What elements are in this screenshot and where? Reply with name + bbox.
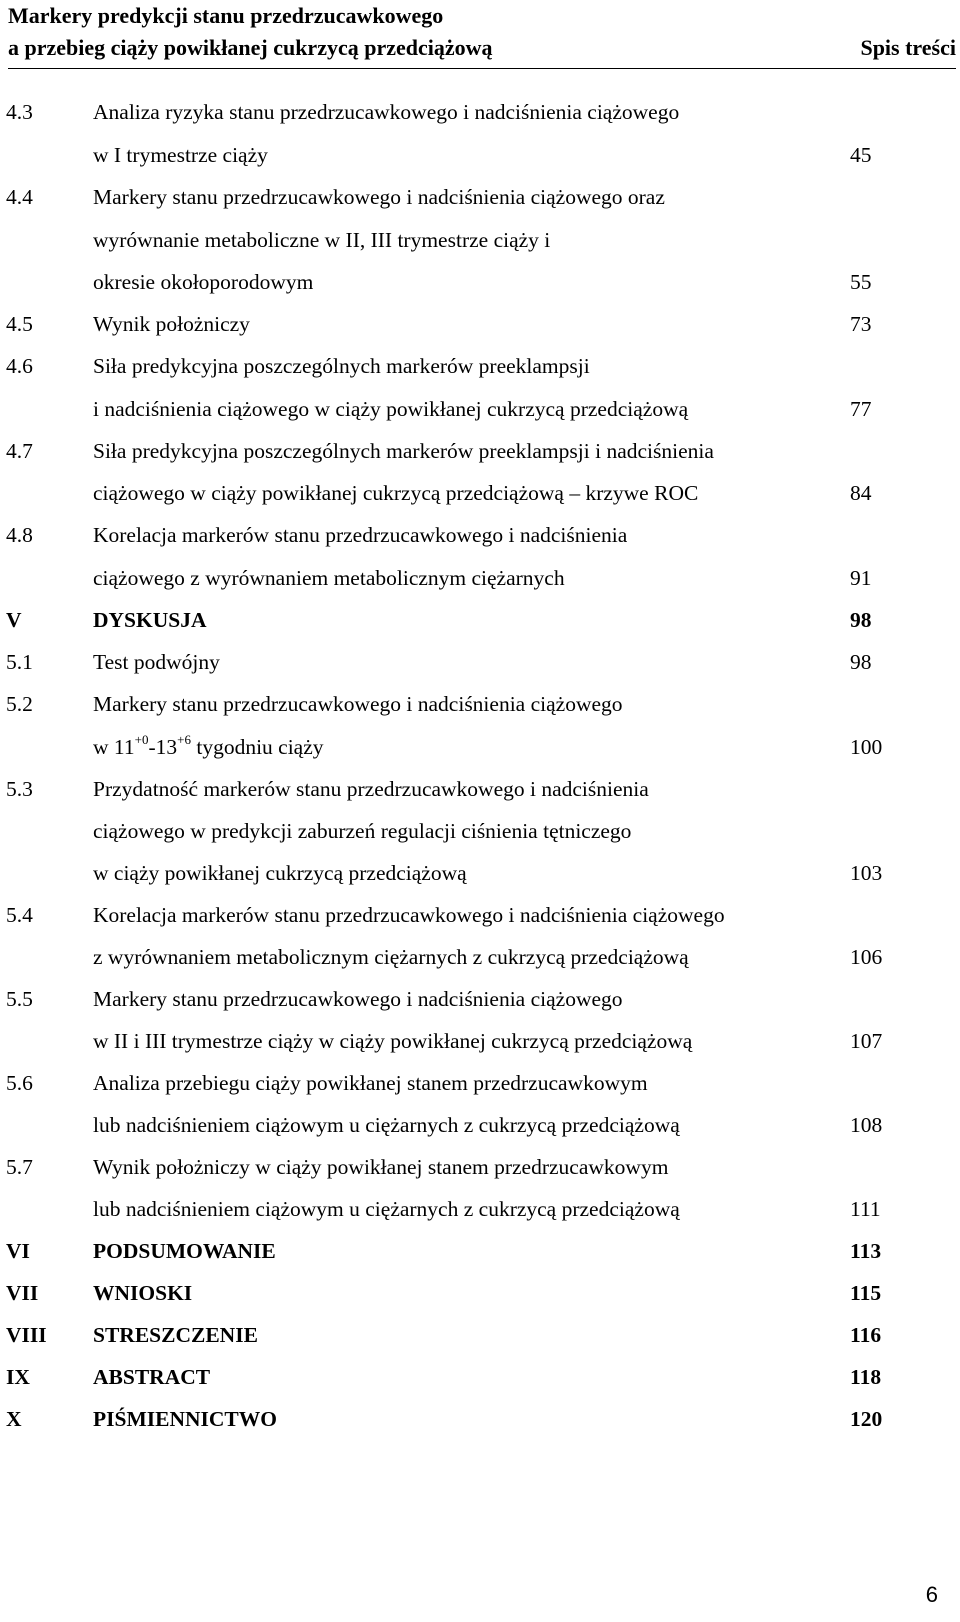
- toc-number: 4.5: [6, 312, 33, 336]
- superscript: +0: [134, 731, 149, 747]
- toc-title: Korelacja markerów stanu przedrzucawkowego i nadciśnienia: [93, 523, 628, 547]
- running-header: [8, 0, 956, 69]
- toc-title: Markery stanu przedrzucawkowego i nadciśnienia ciążowego: [93, 987, 623, 1011]
- toc-title: w II i III trymestrze ciąży w ciąży powikłanej cukrzycą przedciążową: [93, 1029, 693, 1053]
- toc-page: 111: [850, 1197, 881, 1221]
- toc-number: 4.4: [6, 185, 33, 209]
- toc-page: 103: [850, 861, 883, 885]
- toc-number: IX: [6, 1365, 30, 1389]
- toc-number: VII: [6, 1281, 39, 1305]
- toc-number: 5.7: [6, 1155, 33, 1179]
- toc-title: WNIOSKI: [93, 1281, 193, 1305]
- toc-title: PIŚMIENNICTWO: [93, 1407, 277, 1431]
- toc-title: Markery stanu przedrzucawkowego i nadciśnienia ciążowego: [93, 692, 623, 716]
- toc-title: Wynik położniczy: [93, 312, 250, 336]
- toc-page: 84: [850, 481, 872, 505]
- toc-number: 4.6: [6, 354, 33, 378]
- toc-page: 100: [850, 735, 883, 759]
- toc-title: Markery stanu przedrzucawkowego i nadciśnienia ciążowego oraz: [93, 185, 665, 209]
- toc-page: 115: [850, 1281, 882, 1305]
- toc-page: 98: [850, 608, 872, 632]
- toc-title: lub nadciśnieniem ciążowym u ciężarnych z cukrzycą przedciążową: [93, 1197, 680, 1221]
- toc-number: 4.7: [6, 439, 33, 463]
- toc-title: ciążowego z wyrównaniem metabolicznym ciężarnych: [93, 566, 565, 590]
- toc-number: 5.2: [6, 692, 33, 716]
- toc-title: i nadciśnienia ciążowego w ciąży powikłanej cukrzycą przedciążową: [93, 397, 689, 421]
- toc-number: V: [6, 608, 22, 632]
- page-number: 6: [925, 1582, 938, 1607]
- superscript: +6: [177, 731, 191, 747]
- toc-title: Przydatność markerów stanu przedrzucawkowego i nadciśnienia: [93, 777, 649, 801]
- toc-number: 5.3: [6, 777, 33, 801]
- toc-title: w ciąży powikłanej cukrzycą przedciążową: [93, 861, 467, 885]
- toc-title: wyrównanie metaboliczne w II, III trymestrze ciąży i: [93, 228, 551, 252]
- toc-title: Analiza przebiegu ciąży powikłanej stanem przedrzucawkowym: [93, 1071, 648, 1095]
- toc-number: VI: [6, 1239, 30, 1263]
- toc-title: STRESZCZENIE: [93, 1323, 258, 1347]
- toc-title: ABSTRACT: [93, 1365, 211, 1389]
- toc-title: w I trymestrze ciąży: [93, 143, 268, 167]
- toc-title: okresie okołoporodowym: [93, 270, 314, 294]
- toc-page: 120: [850, 1407, 883, 1431]
- toc-title: lub nadciśnieniem ciążowym u ciężarnych z cukrzycą przedciążową: [93, 1113, 680, 1137]
- toc-page: 98: [850, 650, 872, 674]
- toc-title: Siła predykcyjna poszczególnych markerów preeklampsji: [93, 354, 590, 378]
- toc-title: Korelacja markerów stanu przedrzucawkowego i nadciśnienia ciążowego: [93, 903, 725, 927]
- header-title-line2: a przebieg ciąży powikłanej cukrzycą przedciążową: [8, 35, 493, 60]
- toc-title: PODSUMOWANIE: [93, 1239, 276, 1263]
- toc-number: 4.8: [6, 523, 33, 547]
- toc-page: 106: [850, 945, 883, 969]
- header-section-name: Spis treści: [860, 35, 956, 60]
- toc-page: 77: [850, 397, 872, 421]
- toc-page: 107: [850, 1029, 883, 1053]
- toc-number: 5.4: [6, 903, 33, 927]
- toc-page: 55: [850, 270, 872, 294]
- toc-number: 5.6: [6, 1071, 33, 1095]
- toc-number: X: [6, 1407, 22, 1431]
- toc-page: 45: [850, 143, 872, 167]
- toc-title: ciążowego w ciąży powikłanej cukrzycą przedciążową – krzywe ROC: [93, 481, 699, 505]
- toc-number: 5.5: [6, 987, 33, 1011]
- toc-page: 91: [850, 566, 872, 590]
- toc-page: 116: [850, 1323, 882, 1347]
- toc-page: 73: [850, 312, 872, 336]
- toc-title: z wyrównaniem metabolicznym ciężarnych z cukrzycą przedciążową: [93, 945, 689, 969]
- toc-title: w $11^{+0}-13^{+6}$ tygodniu ciąży: [93, 731, 324, 759]
- toc-number: VIII: [6, 1323, 47, 1347]
- toc-page: 118: [850, 1365, 882, 1389]
- toc-number: 5.1: [6, 650, 33, 674]
- toc-title: ciążowego w predykcji zaburzeń regulacji ciśnienia tętniczego: [93, 819, 632, 843]
- toc-title: Analiza ryzyka stanu przedrzucawkowego i nadciśnienia ciążowego: [93, 100, 680, 124]
- toc-page: 108: [850, 1113, 883, 1137]
- toc-number: 4.3: [6, 100, 33, 124]
- toc-title: Test podwójny: [93, 650, 220, 674]
- toc-title: Wynik położniczy w ciąży powikłanej stanem przedrzucawkowym: [93, 1155, 669, 1179]
- toc-page: 113: [850, 1239, 882, 1263]
- toc-title: DYSKUSJA: [93, 608, 207, 632]
- header-title-line1: Markery predykcji stanu przedrzucawkowego: [8, 3, 444, 28]
- toc-title: Siła predykcyjna poszczególnych markerów preeklampsji i nadciśnienia: [93, 439, 714, 463]
